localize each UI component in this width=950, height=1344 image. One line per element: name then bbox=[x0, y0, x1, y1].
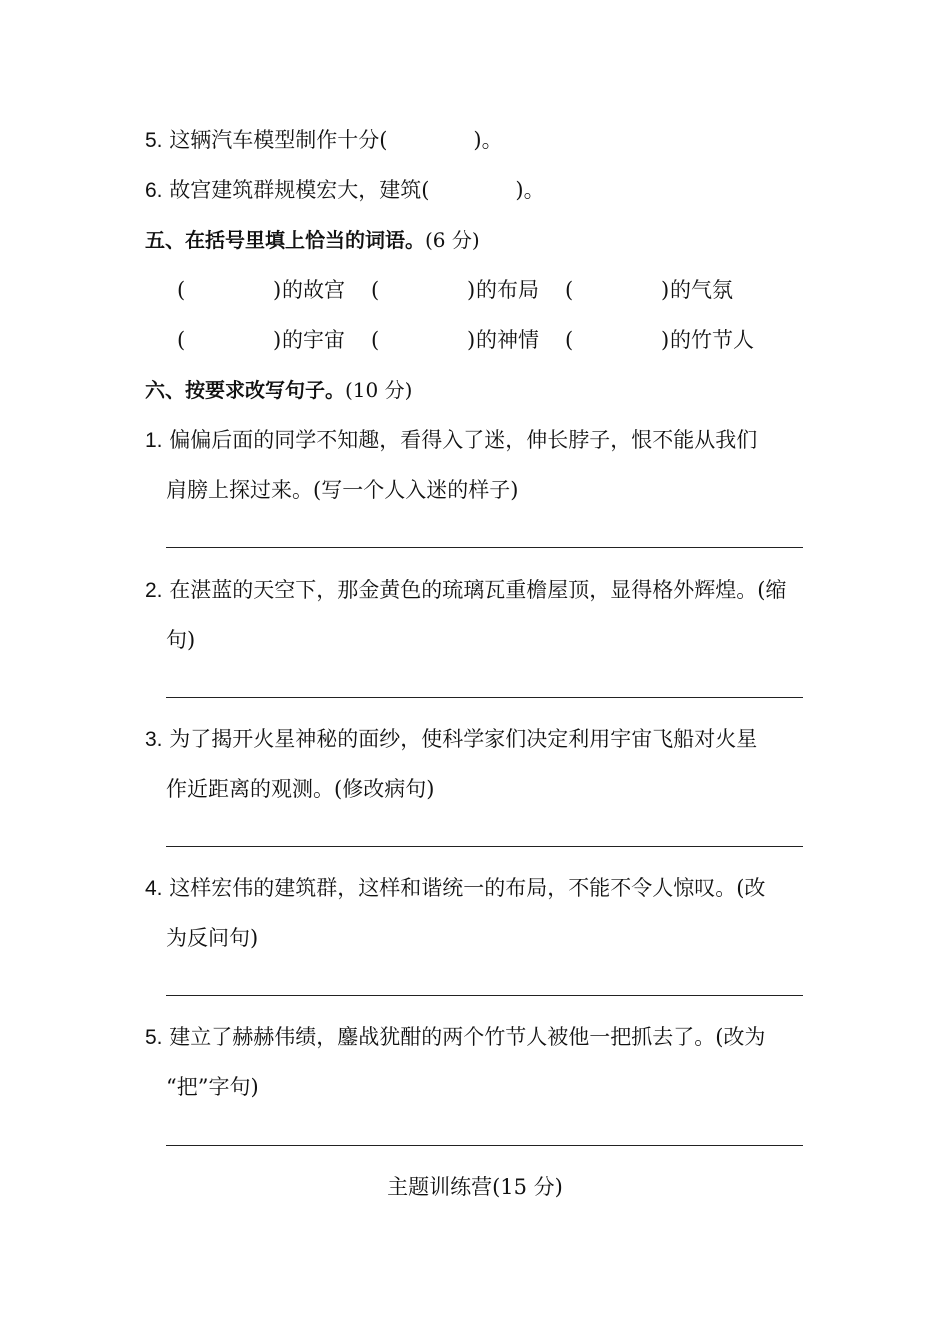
close-paren: ) bbox=[273, 278, 282, 302]
close-paren: ) bbox=[661, 278, 670, 302]
rewrite-item-1 bbox=[145, 426, 757, 455]
phrase: 的竹节人 bbox=[670, 328, 754, 352]
item-number: 4. bbox=[145, 877, 163, 900]
item-number: 5. bbox=[145, 1026, 163, 1049]
item-text: 肩膀上探过来。(写一个人入迷的样子) bbox=[166, 478, 519, 502]
rewrite-item-2-continued bbox=[166, 626, 195, 654]
item-number: 6. bbox=[145, 179, 163, 202]
close-paren: ) bbox=[661, 328, 670, 352]
phrase: 的布局 bbox=[476, 278, 539, 302]
section-title: 六、按要求改写句子。 bbox=[145, 378, 345, 402]
answer-line[interactable] bbox=[166, 995, 803, 996]
item-text: 故宫建筑群规模宏大，建筑( bbox=[169, 178, 430, 202]
rewrite-item-2 bbox=[145, 576, 786, 605]
open-paren: ( bbox=[177, 328, 186, 352]
phrase: 的宇宙 bbox=[282, 328, 345, 352]
item-number: 1. bbox=[145, 429, 163, 452]
section-5-heading bbox=[145, 226, 480, 254]
item-text: 这辆汽车模型制作十分( bbox=[169, 128, 388, 152]
phrase: 的故宫 bbox=[282, 278, 345, 302]
rewrite-item-3 bbox=[145, 725, 757, 754]
item-text: 这样宏伟的建筑群，这样和谐统一的布局，不能不令人惊叹。(改 bbox=[169, 876, 766, 900]
item-text: 句) bbox=[166, 628, 196, 652]
rewrite-item-1-continued bbox=[166, 476, 518, 504]
section-points: (6 分) bbox=[425, 228, 480, 252]
open-paren: ( bbox=[371, 278, 380, 302]
open-paren: ( bbox=[177, 278, 186, 302]
section-title-theme-training: 主题训练营(15 分) bbox=[387, 1175, 563, 1199]
item-number: 2. bbox=[145, 579, 163, 602]
item-text-end: )。 bbox=[473, 128, 503, 152]
answer-line[interactable] bbox=[166, 1145, 803, 1146]
answer-line[interactable] bbox=[166, 697, 803, 698]
fill-item-5 bbox=[145, 126, 503, 155]
item-number: 5. bbox=[145, 129, 163, 152]
section-title: 五、在括号里填上恰当的词语。 bbox=[145, 228, 425, 252]
close-paren: ) bbox=[467, 328, 476, 352]
open-paren: ( bbox=[565, 328, 574, 352]
item-text: 建立了赫赫伟绩，鏖战犹酣的两个竹节人被他一把抓去了。(改为 bbox=[169, 1025, 766, 1049]
item-text: 为了揭开火星神秘的面纱，使科学家们决定利用宇宙飞船对火星 bbox=[169, 727, 758, 751]
rewrite-item-5-continued bbox=[166, 1073, 259, 1101]
item-text: “把”字句) bbox=[166, 1075, 259, 1099]
fill-item-6 bbox=[145, 176, 545, 205]
item-text: 在湛蓝的天空下，那金黄色的琉璃瓦重檐屋顶，显得格外辉煌。(缩 bbox=[169, 578, 787, 602]
item-number: 3. bbox=[145, 728, 163, 751]
rewrite-item-4-continued bbox=[166, 924, 258, 952]
close-paren: ) bbox=[273, 328, 282, 352]
rewrite-item-3-continued bbox=[166, 775, 434, 803]
phrase: 的气氛 bbox=[670, 278, 733, 302]
answer-line[interactable] bbox=[166, 846, 803, 847]
rewrite-item-4 bbox=[145, 874, 765, 903]
item-text-end: )。 bbox=[515, 178, 545, 202]
close-paren: ) bbox=[467, 278, 476, 302]
open-paren: ( bbox=[565, 278, 574, 302]
answer-line[interactable] bbox=[166, 547, 803, 548]
open-paren: ( bbox=[371, 328, 380, 352]
phrase: 的神情 bbox=[476, 328, 539, 352]
rewrite-item-5 bbox=[145, 1023, 765, 1052]
section-6-heading bbox=[145, 376, 412, 404]
item-text: 偏偏后面的同学不知趣，看得入了迷，伸长脖子，恨不能从我们 bbox=[169, 428, 758, 452]
item-text: 作近距离的观测。(修改病句) bbox=[166, 777, 435, 801]
item-text: 为反问句) bbox=[166, 926, 259, 950]
section-points: (10 分) bbox=[345, 378, 413, 402]
